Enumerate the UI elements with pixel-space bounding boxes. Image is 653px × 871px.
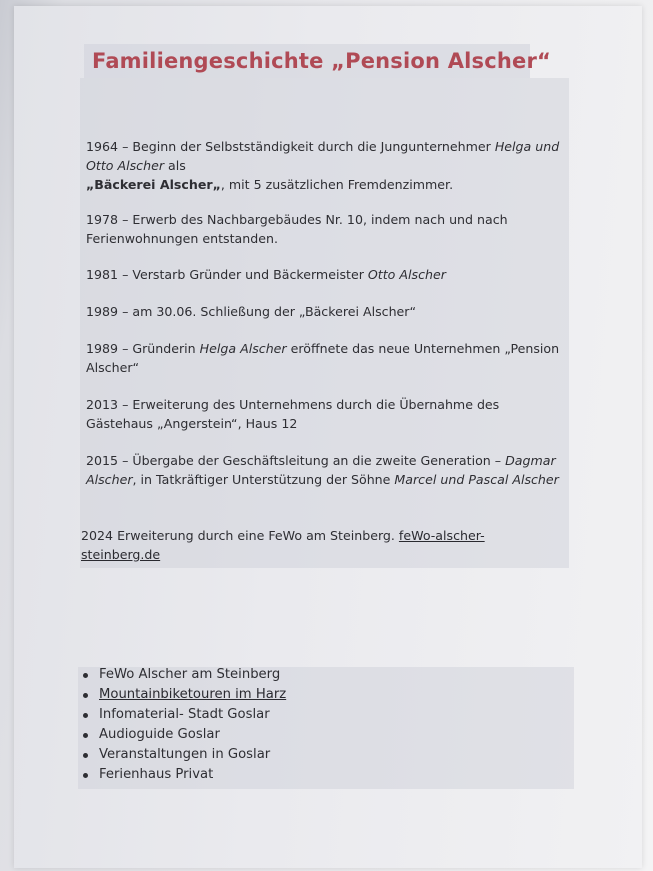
entry-year: 1989 xyxy=(86,341,119,356)
entry-text: – Erweiterung des Unternehmens durch die Übernahme des Gästehaus „Angerstein“, Haus 12 xyxy=(86,397,500,431)
entry-text: – Erwerb des Nachbargebäudes Nr. 10, indem nach und nach Ferienwohnungen entstanden. xyxy=(86,212,508,246)
list-item-label: Infomaterial- Stadt Goslar xyxy=(99,707,270,722)
entry-text: eröffnete das neue Unternehmen „Pension Alscher“ xyxy=(86,341,560,375)
entry-text: , mit 5 zusätzlichen Fremdenzimmer. xyxy=(220,177,454,192)
entry-bold-name: „Bäckerei Alscher„ xyxy=(86,177,221,192)
entry-text: als xyxy=(164,158,186,173)
list-item-label: Ferienhaus Privat xyxy=(99,767,214,782)
list-item-label: Audioguide Goslar xyxy=(99,727,220,742)
history-entry-1989-closing xyxy=(86,302,566,321)
history-entry-2013 xyxy=(86,395,566,433)
entry-name: Helga Alscher xyxy=(199,341,287,356)
page-title: Familiengeschichte „Pension Alscher“ xyxy=(92,49,552,73)
list-item-label: Veranstaltungen in Goslar xyxy=(99,747,271,762)
entry-names: Helga und Otto Alscher xyxy=(86,139,560,173)
entry-year: 1964 xyxy=(86,139,119,154)
mountainbike-link[interactable]: Mountainbiketouren im Harz xyxy=(99,687,287,702)
entry-name: Dagmar Alscher xyxy=(86,453,556,487)
list-item xyxy=(99,665,286,685)
history-entry-2024 xyxy=(81,526,561,564)
list-item-label: FeWo Alscher am Steinberg xyxy=(99,667,281,682)
entry-text: Erweiterung durch eine FeWo am Steinberg. xyxy=(113,528,399,543)
history-entry-1989-opening xyxy=(86,339,566,377)
entry-year: 1981 xyxy=(86,267,119,282)
links-list xyxy=(78,665,286,785)
history-entry-1964 xyxy=(86,137,566,194)
entry-year: 2013 xyxy=(86,397,119,412)
list-item xyxy=(99,705,286,725)
entry-text: , in Tatkräftiger Unterstützung der Söhne xyxy=(132,472,395,487)
entry-year: 1989 xyxy=(86,304,119,319)
list-item xyxy=(99,725,286,745)
fewo-website-link[interactable]: feWo-alscher-steinberg.de xyxy=(81,528,485,562)
list-item xyxy=(99,745,286,765)
entry-names: Marcel und Pascal Alscher xyxy=(394,472,559,487)
history-entry-1978 xyxy=(86,210,566,248)
history-entry-1981 xyxy=(86,265,566,284)
entry-year: 1978 xyxy=(86,212,119,227)
entry-year: 2015 xyxy=(86,453,119,468)
entry-text: – Übergabe der Geschäftsleitung an die zweite Generation – xyxy=(118,453,506,468)
entry-text: – Gründerin xyxy=(118,341,200,356)
entry-year: 2024 xyxy=(81,528,114,543)
list-item xyxy=(99,685,286,705)
list-item xyxy=(99,765,286,785)
entry-text: – Verstarb Gründer und Bäckermeister xyxy=(118,267,368,282)
history-entry-2015 xyxy=(86,451,566,489)
entry-name: Otto Alscher xyxy=(367,267,446,282)
entry-text: – am 30.06. Schließung der „Bäckerei Alscher“ xyxy=(118,304,417,319)
entry-text: – Beginn der Selbstständigkeit durch die Jungunternehmer xyxy=(118,139,495,154)
